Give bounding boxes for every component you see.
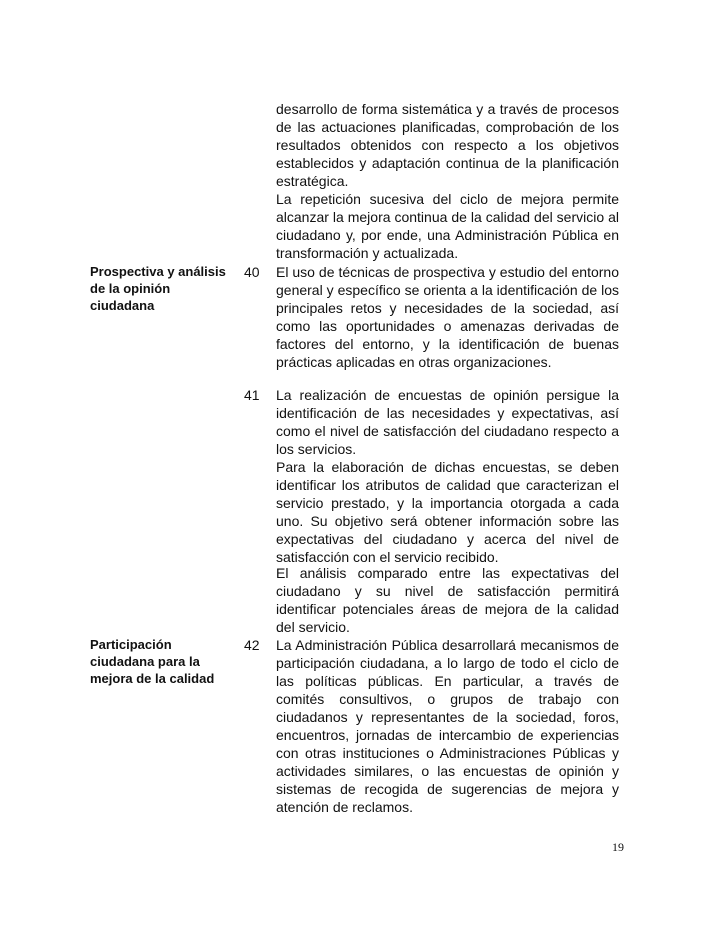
page-number: 19 <box>612 840 624 854</box>
paragraph-41c: El análisis comparado entre las expectativas del ciudadano y su nivel de satisfacción permitirá identificar potenciales áreas de mejora de la calidad del servicio. <box>276 565 619 635</box>
paragraph-intro-2: La repetición sucesiva del ciclo de mejora permite alcanzar la mejora continua de la calidad del servicio al ciudadano y, por ende, una Administración Pública en transformación y actualizada. <box>276 191 619 261</box>
paragraph-42: La Administración Pública desarrollará mecanismos de participación ciudadana, a lo largo de todo el ciclo de las políticas públicas. En particular, a través de comités consultivos, o grupos de trabajo con ciudadanos y representantes de la sociedad, foros, encuentros, jornadas de intercambio de experiencias con otras instituciones o Administraciones Públicas y actividades similares, o las encuestas de opinión y sistemas de recogida de sugerencias de mejora y atención de reclamos. <box>276 637 619 815</box>
paragraph-41a: La realización de encuestas de opinión persigue la identificación de las necesidades y expectativas, así como el nivel de satisfacción del ciudadano respecto a los servicios. <box>276 387 619 457</box>
paragraph-intro-1: desarrollo de forma sistemática y a través de procesos de las actuaciones planificadas, comprobación de los resultados obtenidos con respecto a los objetivos establecidos y adaptación continua de la planificación estratégica. <box>276 101 619 189</box>
paragraph-40: El uso de técnicas de prospectiva y estudio del entorno general y específico se orienta a la identificación de los principales retos y necesidades de la sociedad, así como las oportunidades o amenazas derivadas de factores del entorno, y la identificación de buenas prácticas aplicadas en otras organizaciones. <box>276 264 619 370</box>
paragraph-number-42: 42 <box>244 637 260 653</box>
section-label-prospectiva: Prospectiva y análisis de la opinión ciudadana <box>90 264 226 313</box>
paragraph-number-40: 40 <box>244 264 260 280</box>
section-label-participacion: Participación ciudadana para la mejora de la calidad <box>90 637 215 686</box>
paragraph-41b: Para la elaboración de dichas encuestas, se deben identificar los atributos de calidad que caracterizan el servicio prestado, y la importancia otorgada a cada uno. Su objetivo será obtener información sobre las expectativas del ciudadano y acerca del nivel de satisfacción con el servicio recibido. <box>276 459 619 565</box>
paragraph-number-41: 41 <box>244 387 260 403</box>
